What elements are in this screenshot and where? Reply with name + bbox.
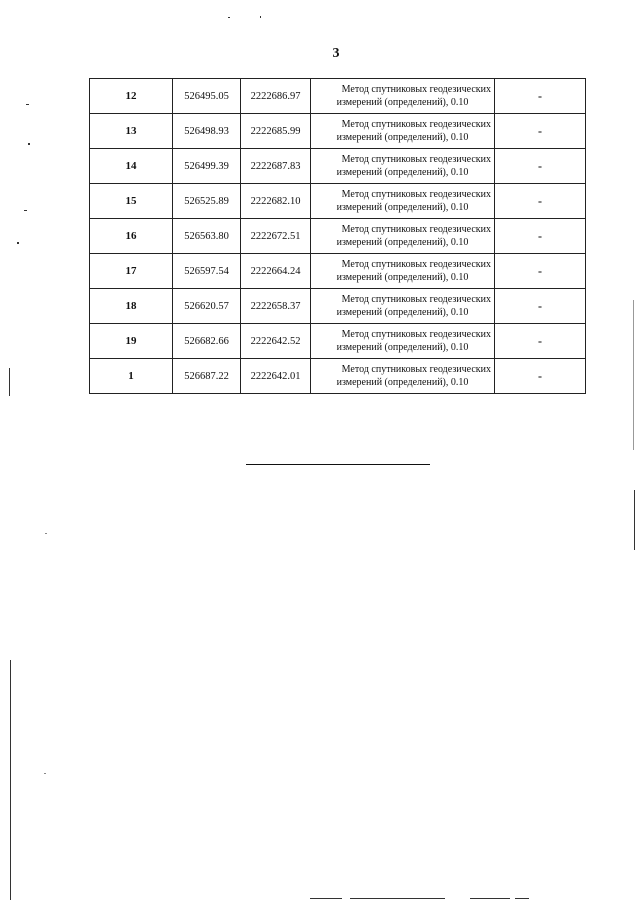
scan-bottom-line [310,898,342,899]
method-text-line2: измерений (определений), 0.10 [336,97,469,108]
point-number-cell: 15 [90,184,173,219]
table-row [90,324,586,359]
description-cell: - [495,359,586,394]
method-text-line1: Метод спутниковых геодезических [341,119,491,130]
scan-edge-line [9,368,10,396]
y-coordinate-cell: 2222682.10 [241,184,311,219]
method-text-line2: измерений (определений), 0.10 [336,307,469,318]
y-coordinate-cell: 2222672.51 [241,219,311,254]
coordinates-table-body [90,79,586,394]
x-coordinate-cell: 526495.05 [173,79,241,114]
table-row [90,254,586,289]
method-cell [311,359,495,394]
y-coordinate-cell: 2222642.01 [241,359,311,394]
point-number-cell: 17 [90,254,173,289]
table-row [90,359,586,394]
method-text-line1: Метод спутниковых геодезических [341,364,491,375]
description-cell: - [495,79,586,114]
method-cell [311,254,495,289]
description-cell: - [495,289,586,324]
scan-bottom-line [515,898,529,899]
method-text-line2: измерений (определений), 0.10 [336,167,469,178]
table-row [90,219,586,254]
method-cell [311,184,495,219]
y-coordinate-cell: 2222686.97 [241,79,311,114]
x-coordinate-cell: 526682.66 [173,324,241,359]
method-text-line1: Метод спутниковых геодезических [341,294,491,305]
table-row [90,79,586,114]
method-text-line1: Метод спутниковых геодезических [341,259,491,270]
scan-speck [17,242,19,244]
point-number-cell: 13 [90,114,173,149]
method-text-line2: измерений (определений), 0.10 [336,202,469,213]
coordinates-table [89,78,586,394]
description-cell: - [495,254,586,289]
method-cell [311,324,495,359]
x-coordinate-cell: 526499.39 [173,149,241,184]
table-row [90,149,586,184]
method-text-line2: измерений (определений), 0.10 [336,132,469,143]
method-cell [311,149,495,184]
scan-speck [45,533,47,534]
scan-speck [260,16,261,18]
scan-speck [44,773,46,774]
table-row [90,289,586,324]
y-coordinate-cell: 2222687.83 [241,149,311,184]
method-cell [311,114,495,149]
method-cell [311,219,495,254]
scan-bottom-line [350,898,445,899]
method-text-line1: Метод спутниковых геодезических [341,154,491,165]
point-number-cell: 19 [90,324,173,359]
point-number-cell: 16 [90,219,173,254]
point-number-cell: 18 [90,289,173,324]
method-text-line1: Метод спутниковых геодезических [341,329,491,340]
end-of-document-rule [246,464,430,465]
description-cell: - [495,324,586,359]
method-cell [311,79,495,114]
scan-speck [24,210,27,211]
point-number-cell: 1 [90,359,173,394]
method-cell [311,289,495,324]
method-text-line2: измерений (определений), 0.10 [336,342,469,353]
y-coordinate-cell: 2222658.37 [241,289,311,324]
method-text-line1: Метод спутниковых геодезических [341,224,491,235]
table-row [90,114,586,149]
scan-edge-line [634,490,635,550]
scan-speck [228,17,230,18]
x-coordinate-cell: 526687.22 [173,359,241,394]
table-row [90,184,586,219]
description-cell: - [495,184,586,219]
description-cell: - [495,219,586,254]
scan-edge-line [10,660,11,900]
y-coordinate-cell: 2222642.52 [241,324,311,359]
description-cell: - [495,114,586,149]
point-number-cell: 12 [90,79,173,114]
y-coordinate-cell: 2222664.24 [241,254,311,289]
scan-edge-line [633,300,634,450]
x-coordinate-cell: 526597.54 [173,254,241,289]
scan-speck [26,104,29,105]
x-coordinate-cell: 526620.57 [173,289,241,324]
page-number: 3 [332,46,340,61]
method-text-line1: Метод спутниковых геодезических [341,84,491,95]
x-coordinate-cell: 526563.80 [173,219,241,254]
method-text-line2: измерений (определений), 0.10 [336,377,469,388]
method-text-line2: измерений (определений), 0.10 [336,237,469,248]
description-cell: - [495,149,586,184]
x-coordinate-cell: 526498.93 [173,114,241,149]
scan-bottom-line [470,898,510,899]
method-text-line1: Метод спутниковых геодезических [341,189,491,200]
x-coordinate-cell: 526525.89 [173,184,241,219]
method-text-line2: измерений (определений), 0.10 [336,272,469,283]
point-number-cell: 14 [90,149,173,184]
scan-speck [28,143,30,145]
y-coordinate-cell: 2222685.99 [241,114,311,149]
